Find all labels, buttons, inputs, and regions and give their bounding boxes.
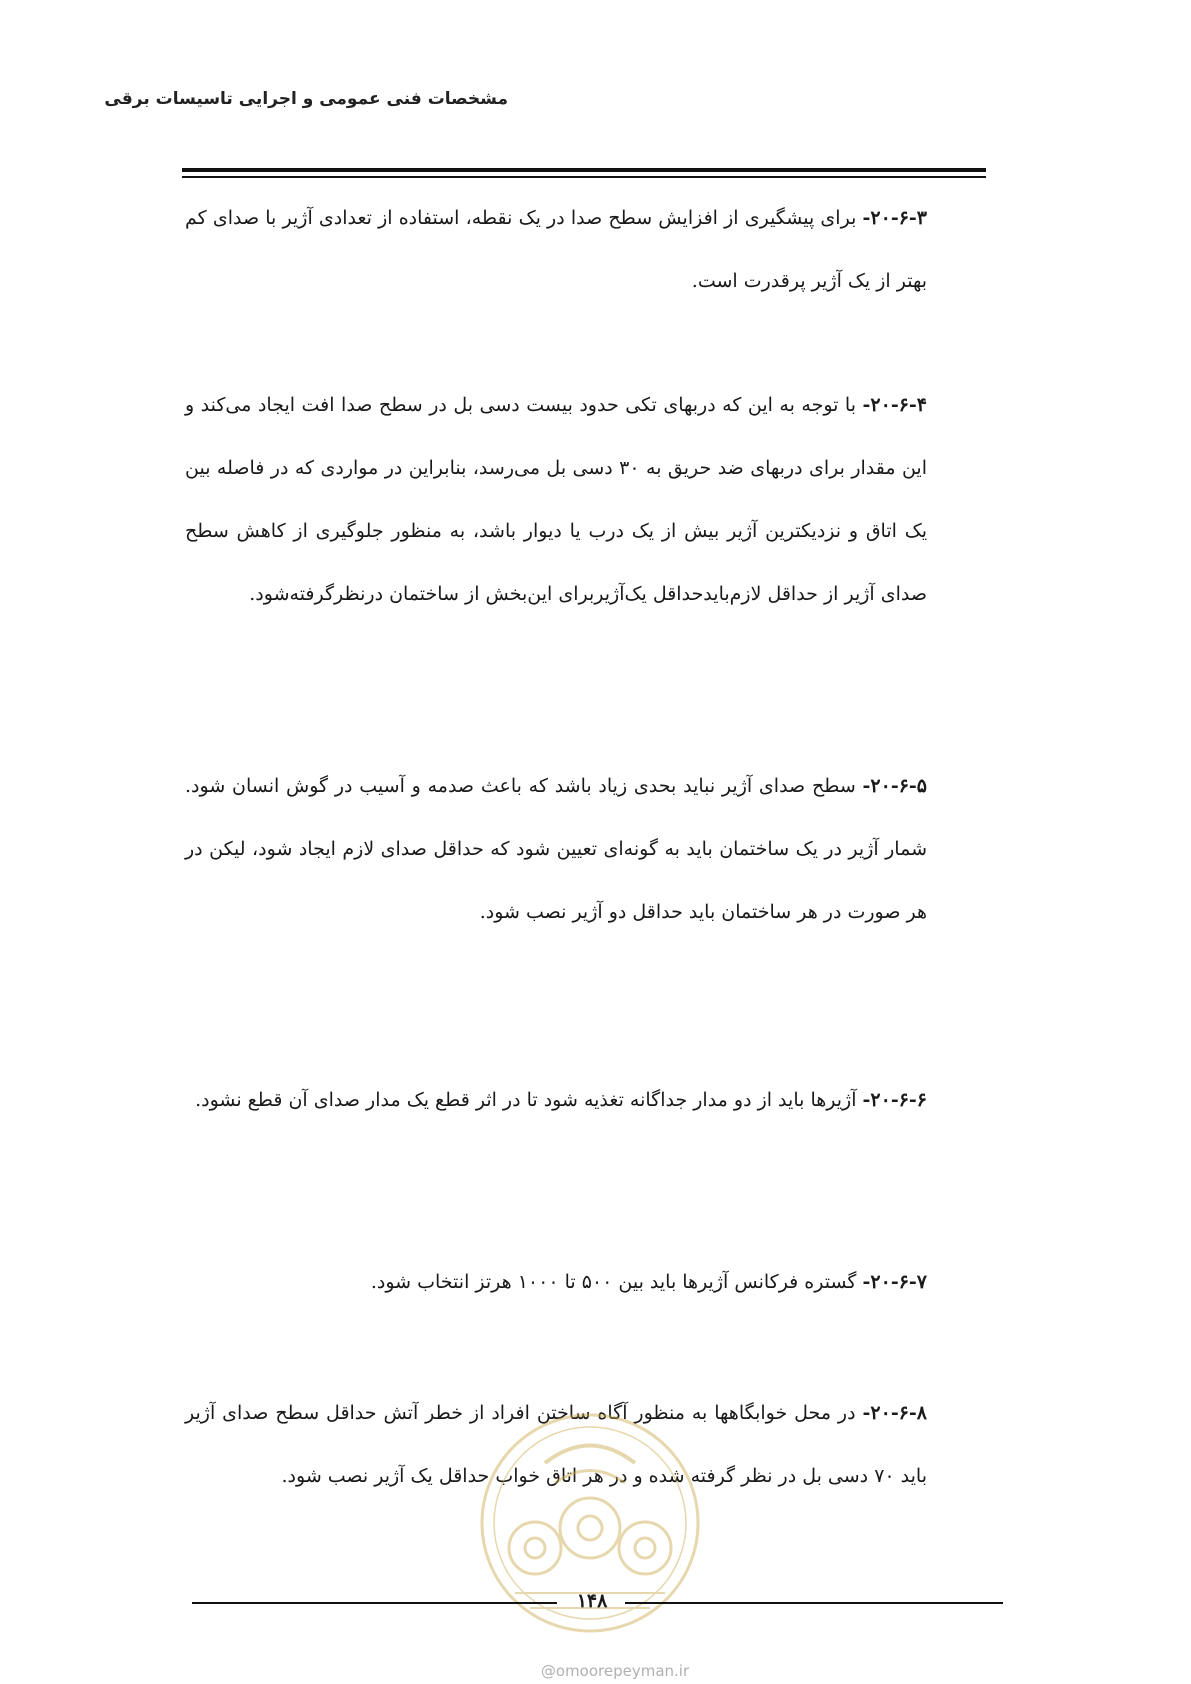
section-20-6-6 (185, 1069, 927, 1132)
page-header-title: مشخصات فنی عمومی و اجرایی تاسیسات برقی (104, 89, 508, 109)
section-20-6-5 (185, 755, 927, 944)
section-number: ۲۰-۶-۶- (862, 1089, 927, 1111)
section-text: با توجه به این که دربهای تکی حدود بیست دسی بل در سطح صدا افت ایجاد می‌کند و این مقدار برای دربهای ضد حریق به ۳۰ دسی بل می‌رسد، بنابراین در مواردی که در فاصله بین یک اتاق و نزدیکترین آژیر بیش از یک درب یا دیوار باشد، به منظور جلوگیری از کاهش سطح صدای آژیر از حداقل لازم‌بایدحداقل یک‌آژیربرای این‌بخش از ساختمان درنظرگرفته‌شود. (185, 394, 927, 605)
at-icon: @ (540, 1662, 556, 1680)
page-number: ۱۴۸ (576, 1590, 608, 1612)
section-text: گستره فرکانس آژیرها باید بین ۵۰۰ تا ۱۰۰۰ هرتز انتخاب شود. (370, 1271, 863, 1293)
site-url-text: omoorepeyman.ir (555, 1662, 690, 1680)
watermark-site-url (495, 1662, 735, 1680)
section-text: آژیرها باید از دو مدار جداگانه تغذیه شود تا در اثر قطع یک مدار صدای آن قطع نشود. (195, 1089, 863, 1111)
section-number: ۲۰-۶-۴- (862, 394, 927, 416)
section-20-6-4 (185, 374, 927, 626)
section-20-6-3 (185, 187, 927, 313)
section-number: ۲۰-۶-۵- (862, 775, 927, 797)
header-divider-thin (182, 176, 986, 178)
section-text: برای پیشگیری از افزایش سطح صدا در یک نقطه، استفاده از تعدادی آژیر با صدای کم بهتر از یک آژیر پرقدرت است. (185, 207, 927, 292)
section-text: سطح صدای آژیر نباید بحدی زیاد باشد که باعث صدمه و آسیب در گوش انسان شود. شمار آژیر در یک ساختمان باید به گونه‌ای تعیین شود که حداقل صدای لازم ایجاد شود، لیکن در هر صورت در هر ساختمان باید حداقل دو آژیر نصب شود. (185, 775, 927, 923)
section-text: در محل خوابگاهها به منظور آگاه ساختن افراد از خطر آتش حداقل سطح صدای آژیر باید ۷۰ دسی بل در نظر گرفته شده و در هر اتاق خواب حداقل یک آژیر نصب شود. (185, 1402, 927, 1487)
header-divider-thick (182, 168, 986, 172)
footer-rule-left (192, 1602, 557, 1604)
section-20-6-7 (185, 1251, 927, 1314)
footer-rule-right (625, 1602, 1003, 1604)
section-number: ۲۰-۶-۷- (862, 1271, 927, 1293)
section-number: ۲۰-۶-۸- (862, 1402, 927, 1424)
section-number: ۲۰-۶-۳- (862, 207, 927, 229)
